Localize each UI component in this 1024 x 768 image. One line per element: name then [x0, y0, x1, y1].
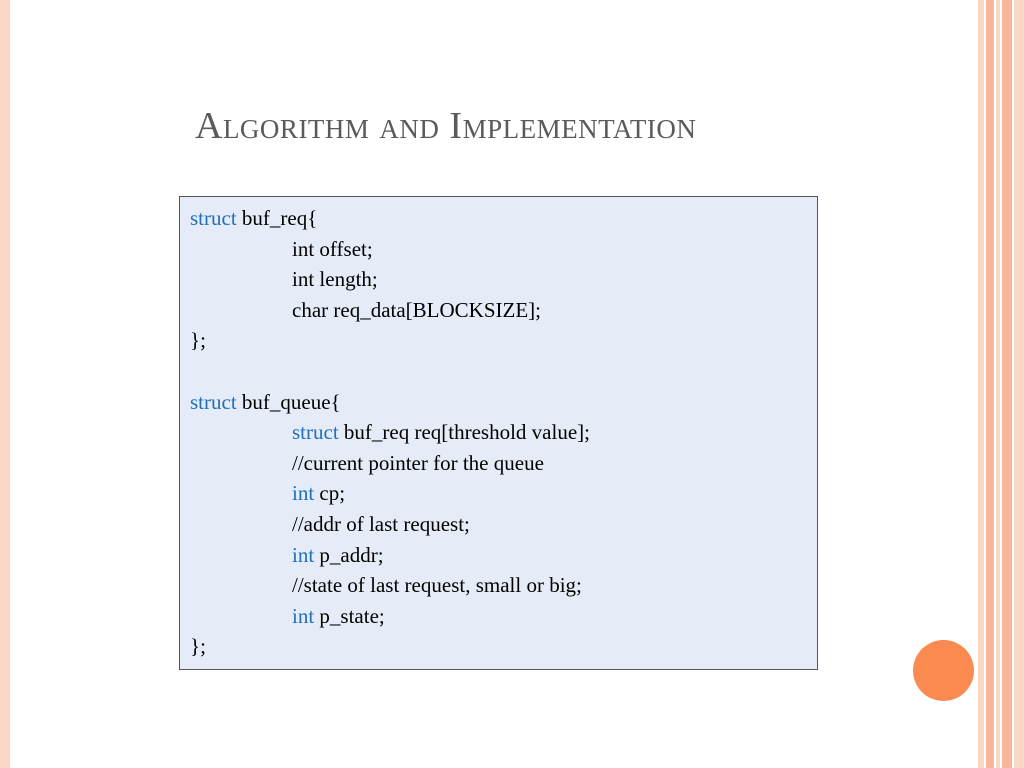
code-line [190, 264, 807, 295]
code-keyword: int [292, 481, 315, 506]
stripe [978, 0, 984, 768]
code-line [190, 325, 807, 356]
code-keyword: struct [292, 420, 339, 445]
code-line [190, 356, 807, 387]
decorative-circle [913, 640, 974, 701]
code-text: }; [190, 634, 206, 659]
code-text: int offset; [292, 236, 373, 261]
stripe [986, 0, 994, 768]
code-text: cp; [314, 481, 346, 506]
code-line [190, 631, 807, 662]
code-text: p_addr; [314, 542, 384, 567]
code-line [190, 417, 807, 448]
code-keyword: struct [190, 206, 237, 230]
code-line [190, 203, 807, 234]
stripe [996, 0, 1000, 768]
code-text: //state of last request, small or big; [292, 573, 582, 598]
code-text: buf_req{ [236, 206, 318, 230]
right-decorative-stripes [978, 0, 1024, 768]
code-text: buf_req req[threshold value]; [338, 420, 590, 445]
code-line [190, 570, 807, 601]
stripe [1002, 0, 1012, 768]
code-line [190, 387, 807, 418]
code-keyword: int [292, 542, 315, 567]
code-block [179, 196, 818, 670]
code-text: p_state; [314, 603, 385, 628]
code-line [190, 234, 807, 265]
code-line [190, 478, 807, 509]
code-keyword: struct [190, 389, 237, 414]
code-text: buf_queue{ [236, 389, 341, 414]
left-decorative-bar [0, 0, 10, 768]
code-text: //addr of last request; [292, 511, 470, 536]
code-keyword: int [292, 603, 315, 628]
stripe [1014, 0, 1024, 768]
code-line [190, 448, 807, 479]
code-line [190, 295, 807, 326]
code-text: //current pointer for the queue [292, 450, 544, 475]
code-line [190, 509, 807, 540]
code-line [190, 540, 807, 571]
code-text: }; [190, 328, 206, 353]
slide-title: Algorithm and Implementation [195, 105, 697, 147]
code-text: int length; [292, 267, 378, 292]
code-line [190, 601, 807, 632]
code-text: char req_data[BLOCKSIZE]; [292, 297, 541, 322]
